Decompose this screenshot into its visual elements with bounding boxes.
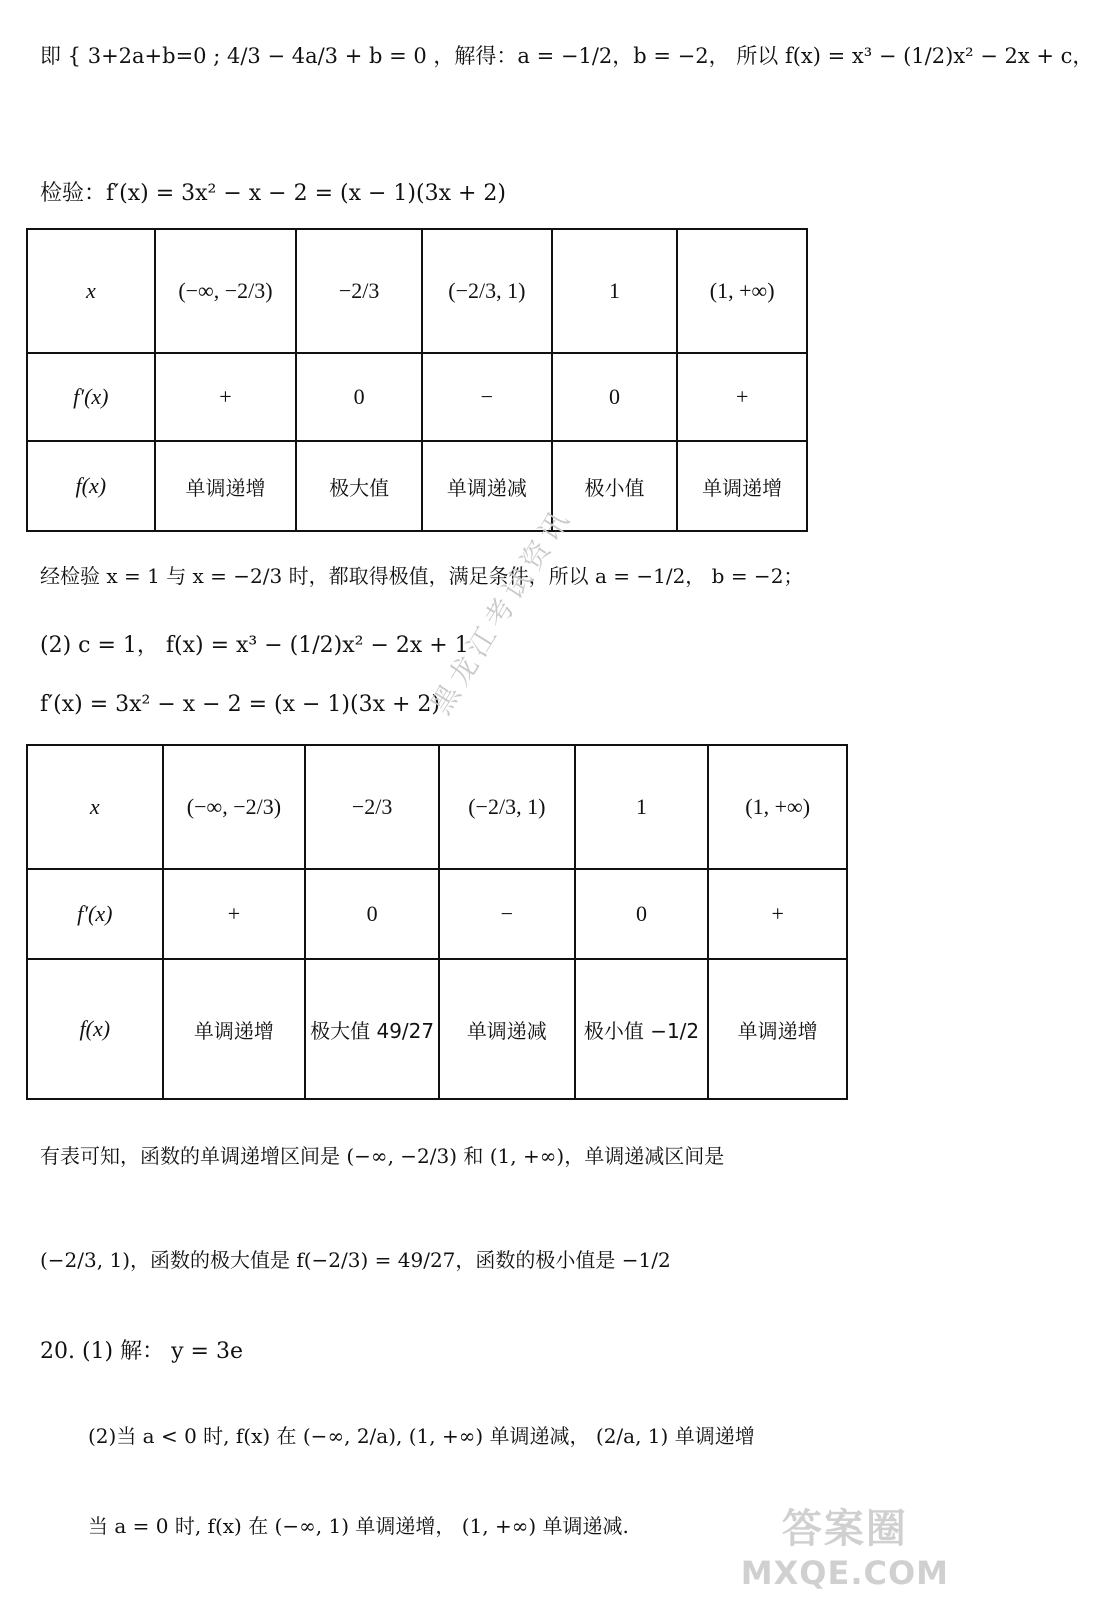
part2-function-line: (2) c = 1， f(x) = x³ − (1/2)x² − 2x + 1 [40, 633, 469, 658]
t2-r3-c6: 单调递增 [708, 959, 847, 1099]
problem-20-part1-line: 20. (1) 解： y = 3e [40, 1339, 243, 1364]
t2-r3-c3: 极大值 49/27 [305, 959, 439, 1099]
logo-bottom-text: MXQE.COM [740, 1554, 949, 1592]
t1-r3-c1: f(x) [27, 441, 155, 531]
t2-r2-c2: + [163, 869, 306, 959]
t2-r2-c3: 0 [305, 869, 439, 959]
t1-r3-c4: 单调递减 [422, 441, 552, 531]
t1-r2-c2: + [155, 353, 297, 441]
t1-r2-c5: 0 [552, 353, 678, 441]
sign-table-2 [26, 744, 848, 1100]
t2-r1-c1: x [27, 745, 163, 869]
t1-r3-c3: 极大值 [296, 441, 422, 531]
monotonic-intervals-line: 有表可知，函数的单调递增区间是 (−∞, −2/3) 和 (1, +∞)，单调递减区间是 [40, 1144, 725, 1168]
watermark-text: 黑龙江考试资讯 [424, 500, 579, 721]
t2-r2-c1: f′(x) [27, 869, 163, 959]
site-logo [741, 1497, 949, 1592]
t1-r1-c1: x [27, 229, 155, 353]
t2-r2-c5: 0 [575, 869, 709, 959]
t2-r1-c6: (1, +∞) [708, 745, 847, 869]
t1-r2-c3: 0 [296, 353, 422, 441]
t1-r3-c2: 单调递增 [155, 441, 297, 531]
t1-r2-c4: − [422, 353, 552, 441]
problem-20-part2-case-negative: (2)当 a < 0 时, f(x) 在 (−∞, 2/a), (1, +∞) 单调递减， (2/a, 1) 单调递增 [88, 1424, 755, 1448]
t2-r3-c2: 单调递增 [163, 959, 306, 1099]
problem-20-part2-case-zero: 当 a = 0 时, f(x) 在 (−∞, 1) 单调递增， (1, +∞) 单调递减. [88, 1514, 629, 1538]
t1-r1-c4: (−2/3, 1) [422, 229, 552, 353]
t2-r1-c3: −2/3 [305, 745, 439, 869]
solution-line-system: 即 { 3+2a+b=0 ; 4/3 − 4a/3 + b = 0 ，解得：a = −1/2，b = −2， 所以 f(x) = x³ − (1/2)x² − 2x + c， [40, 44, 1093, 68]
t1-r2-c1: f′(x) [27, 353, 155, 441]
conclusion-line-1: 经检验 x = 1 与 x = −2/3 时，都取得极值，满足条件，所以 a = −1/2， b = −2； [40, 564, 804, 588]
t2-r3-c5: 极小值 −1/2 [575, 959, 709, 1099]
t2-r3-c1: f(x) [27, 959, 163, 1099]
t1-r1-c6: (1, +∞) [677, 229, 807, 353]
logo-top-text: 答案圈 [781, 1506, 908, 1552]
t1-r2-c6: + [677, 353, 807, 441]
check-derivative-line: 检验：f′(x) = 3x² − x − 2 = (x − 1)(3x + 2) [40, 181, 506, 206]
extremum-values-line: (−2/3, 1)，函数的极大值是 f(−2/3) = 49/27，函数的极小值是 −1/2 [40, 1248, 671, 1272]
t2-r1-c4: (−2/3, 1) [439, 745, 575, 869]
t2-r2-c4: − [439, 869, 575, 959]
t1-r3-c6: 单调递增 [677, 441, 807, 531]
t1-r3-c5: 极小值 [552, 441, 678, 531]
t1-r1-c3: −2/3 [296, 229, 422, 353]
t2-r2-c6: + [708, 869, 847, 959]
t2-r1-c5: 1 [575, 745, 709, 869]
t2-r3-c4: 单调递减 [439, 959, 575, 1099]
t1-r1-c5: 1 [552, 229, 678, 353]
t2-r1-c2: (−∞, −2/3) [163, 745, 306, 869]
part2-derivative-line: f′(x) = 3x² − x − 2 = (x − 1)(3x + 2) [40, 692, 440, 717]
t1-r1-c2: (−∞, −2/3) [155, 229, 297, 353]
sign-table-1 [26, 228, 808, 532]
